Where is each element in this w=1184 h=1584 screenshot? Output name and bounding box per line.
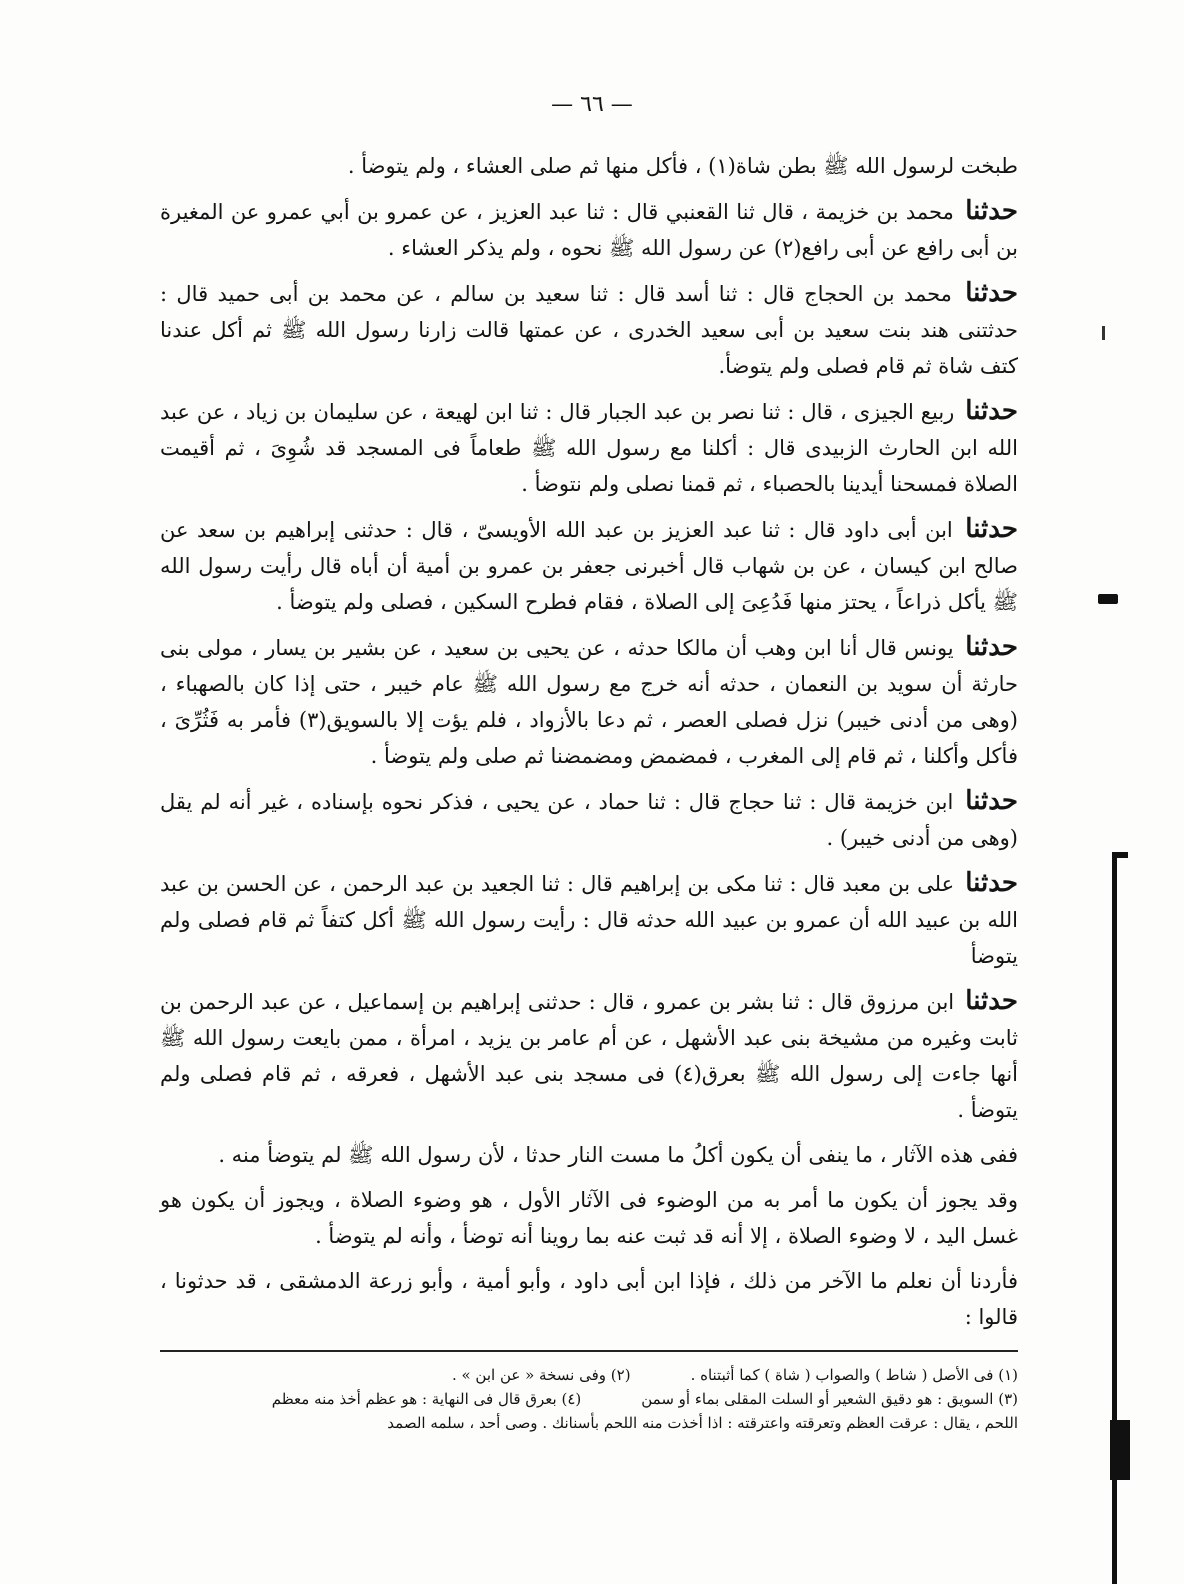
- paragraph: [160, 148, 1018, 184]
- haddathana-lead: حدثنا: [965, 514, 1018, 544]
- footnote-4: (٤) بعرق قال فى النهاية : هو عظم أخذ منه معظم: [271, 1390, 582, 1408]
- footnote-4-continued: اللحم ، يقال : عرقت العظم وتعرقته واعترقته : اذا أخذت منه اللحم بأسنانك . وصى أحد ، سلمه الصمد: [387, 1414, 1018, 1432]
- paragraph-text: على بن معبد قال : ثنا مكى بن إبراهيم قال : ثنا الجعيد بن عبد الرحمن ، عن الحسن بن عبد الله بن عبيد الله أن عمرو بن عبيد الله حدثه قال : رأيت رسول الله ﷺ أكل كتفاً ثم قام فصلى ولم يتوضأ: [160, 872, 1018, 968]
- paragraph-text: ابن خزيمة قال : ثنا حجاج قال : ثنا حماد ، عن يحيى ، فذكر نحوه بإسناده ، غير أنه لم يقل (وهى من أدنى خيبر) .: [160, 790, 1018, 850]
- paragraph-text: وقد يجوز أن يكون ما أمر به من الوضوء فى الآثار الأول ، هو وضوء الصلاة ، ويجوز أن يكون هو غسل اليد ، لا وضوء الصلاة ، إلا أنه قد ثبت عنه بما روينا أنه توضأ ، وأنه لم يتوضأ .: [160, 1188, 1018, 1248]
- paragraph: [160, 629, 1018, 774]
- scan-mark: [1098, 594, 1118, 604]
- paragraph: [160, 865, 1018, 974]
- footnote-3: (٣) السويق : هو دقيق الشعير أو السلت المقلى بماء أو سمن: [641, 1390, 1018, 1408]
- paragraph: [160, 1182, 1018, 1254]
- haddathana-lead: حدثنا: [965, 396, 1018, 426]
- main-text: [160, 148, 1018, 1344]
- footnote-row: [160, 1363, 1018, 1387]
- paragraph: [160, 511, 1018, 620]
- paragraph: [160, 275, 1018, 384]
- binding-notch: [1110, 1420, 1130, 1480]
- paragraph-text: يونس قال أنا ابن وهب أن مالكا حدثه ، عن يحيى بن سعيد ، عن بشير بن يسار ، مولى بنى حارثة أن سويد بن النعمان ، حدثه أنه خرج مع رسول الله ﷺ عام خيبر ، حتى إذا كان بالصهباء ، (وهى من أدنى خيبر) نزل فصلى العصر ، ثم دعا بالأزواد ، فلم يؤت إلا بالسويق(٣) فأمر به فَثُرِّىَ ، فأكل وأكلنا ، ثم قام إلى المغرب ، فمضمض ومضمضنا ثم صلى ولم يتوضأ .: [160, 636, 1019, 768]
- footnote-2: (٢) وفى نسخة « عن ابن » .: [451, 1366, 631, 1384]
- paragraph: [160, 1137, 1018, 1173]
- paragraph: [160, 983, 1018, 1128]
- paragraph-text: طبخت لرسول الله ﷺ بطن شاة(١) ، فأكل منها ثم صلى العشاء ، ولم يتوضأ .: [347, 154, 1018, 178]
- footnote-1: (١) فى الأصل ( شاط ) والصواب ( شاة ) كما أثبتناه .: [690, 1366, 1018, 1384]
- haddathana-lead: حدثنا: [965, 986, 1019, 1016]
- paragraph-text: ففى هذه الآثار ، ما ينفى أن يكون أكلُ ما مست النار حدثا ، لأن رسول الله ﷺ لم يتوضأ منه .: [218, 1143, 1018, 1167]
- scan-mark: [1102, 326, 1105, 340]
- footnote-row: [160, 1387, 1018, 1411]
- paragraph-text: ربيع الجيزى ، قال : ثنا نصر بن عبد الجبار قال : ثنا ابن لهيعة ، عن سليمان بن زياد ، عن عبد الله ابن الحارث الزبيدى قال : أكلنا مع رسول الله ﷺ طعاماً فى المسجد قد شُوِىَ ، ثم أقيمت الصلاة فمسحنا أيدينا بالحصباء ، ثم قمنا نصلى ولم نتوضأ .: [160, 400, 1018, 496]
- paragraph: [160, 783, 1018, 856]
- paragraph-text: محمد بن الحجاج قال : ثنا أسد قال : ثنا سعيد بن سالم ، عن محمد بن أبى حميد قال : حدثتنى هند بنت سعيد بن أبى سعيد الخدرى ، عن عمتها قالت زارنا رسول الله ﷺ ثم أكل عندنا كتف شاة ثم قام فصلى ولم يتوضأ.: [160, 282, 1018, 378]
- haddathana-lead: حدثنا: [965, 786, 1018, 816]
- paragraph-text: محمد بن خزيمة ، قال ثنا القعنبي قال : ثنا عبد العزيز ، عن عمرو بن أبي عمرو عن المغيرة بن أبى رافع عن أبى رافع(٢) عن رسول الله ﷺ نحوه ، ولم يذكر العشاء .: [160, 200, 1018, 260]
- haddathana-lead: حدثنا: [965, 278, 1018, 308]
- footnote-divider: [160, 1350, 1018, 1352]
- paragraph-text: ابن مرزوق قال : ثنا بشر بن عمرو ، قال : حدثنى إبراهيم بن إسماعيل ، عن عبد الرحمن بن ثابت وغيره من مشيخة بنى عبد الأشهل ، عن أم عامر بن يزيد ، امرأة ، ممن بايعت رسول الله ﷺ أنها جاءت إلى رسول الله ﷺ بعرق(٤) فى مسجد بنى عبد الأشهل ، فعرقه ، ثم قام فصلى ولم يتوضأ .: [160, 990, 1018, 1122]
- haddathana-lead: حدثنا: [965, 196, 1018, 226]
- haddathana-lead: حدثنا: [965, 632, 1018, 662]
- paragraph-text: ابن أبى داود قال : ثنا عبد العزيز بن عبد الله الأويسىّ ، قال : حدثنى إبراهيم بن سعد عن صالح ابن كيسان ، عن بن شهاب قال أخبرنى جعفر بن عمرو بن أمية أن أباه قال رأيت رسول الله ﷺ يأكل ذراعاً ، يحتز منها فَدُعِىَ إلى الصلاة ، فقام فطرح السكين ، فصلى ولم يتوضأ .: [160, 518, 1018, 614]
- paragraph: [160, 1263, 1018, 1335]
- footnotes: [160, 1363, 1018, 1435]
- paragraph-text: فأردنا أن نعلم ما الآخر من ذلك ، فإذا ابن أبى داود ، وأبو أمية ، وأبو زرعة الدمشقى ، قد حدثونا ، قالوا :: [160, 1269, 1018, 1329]
- haddathana-lead: حدثنا: [965, 868, 1018, 898]
- paragraph: [160, 193, 1018, 266]
- paragraph: [160, 393, 1018, 502]
- page-number: — ٦٦ —: [551, 92, 633, 117]
